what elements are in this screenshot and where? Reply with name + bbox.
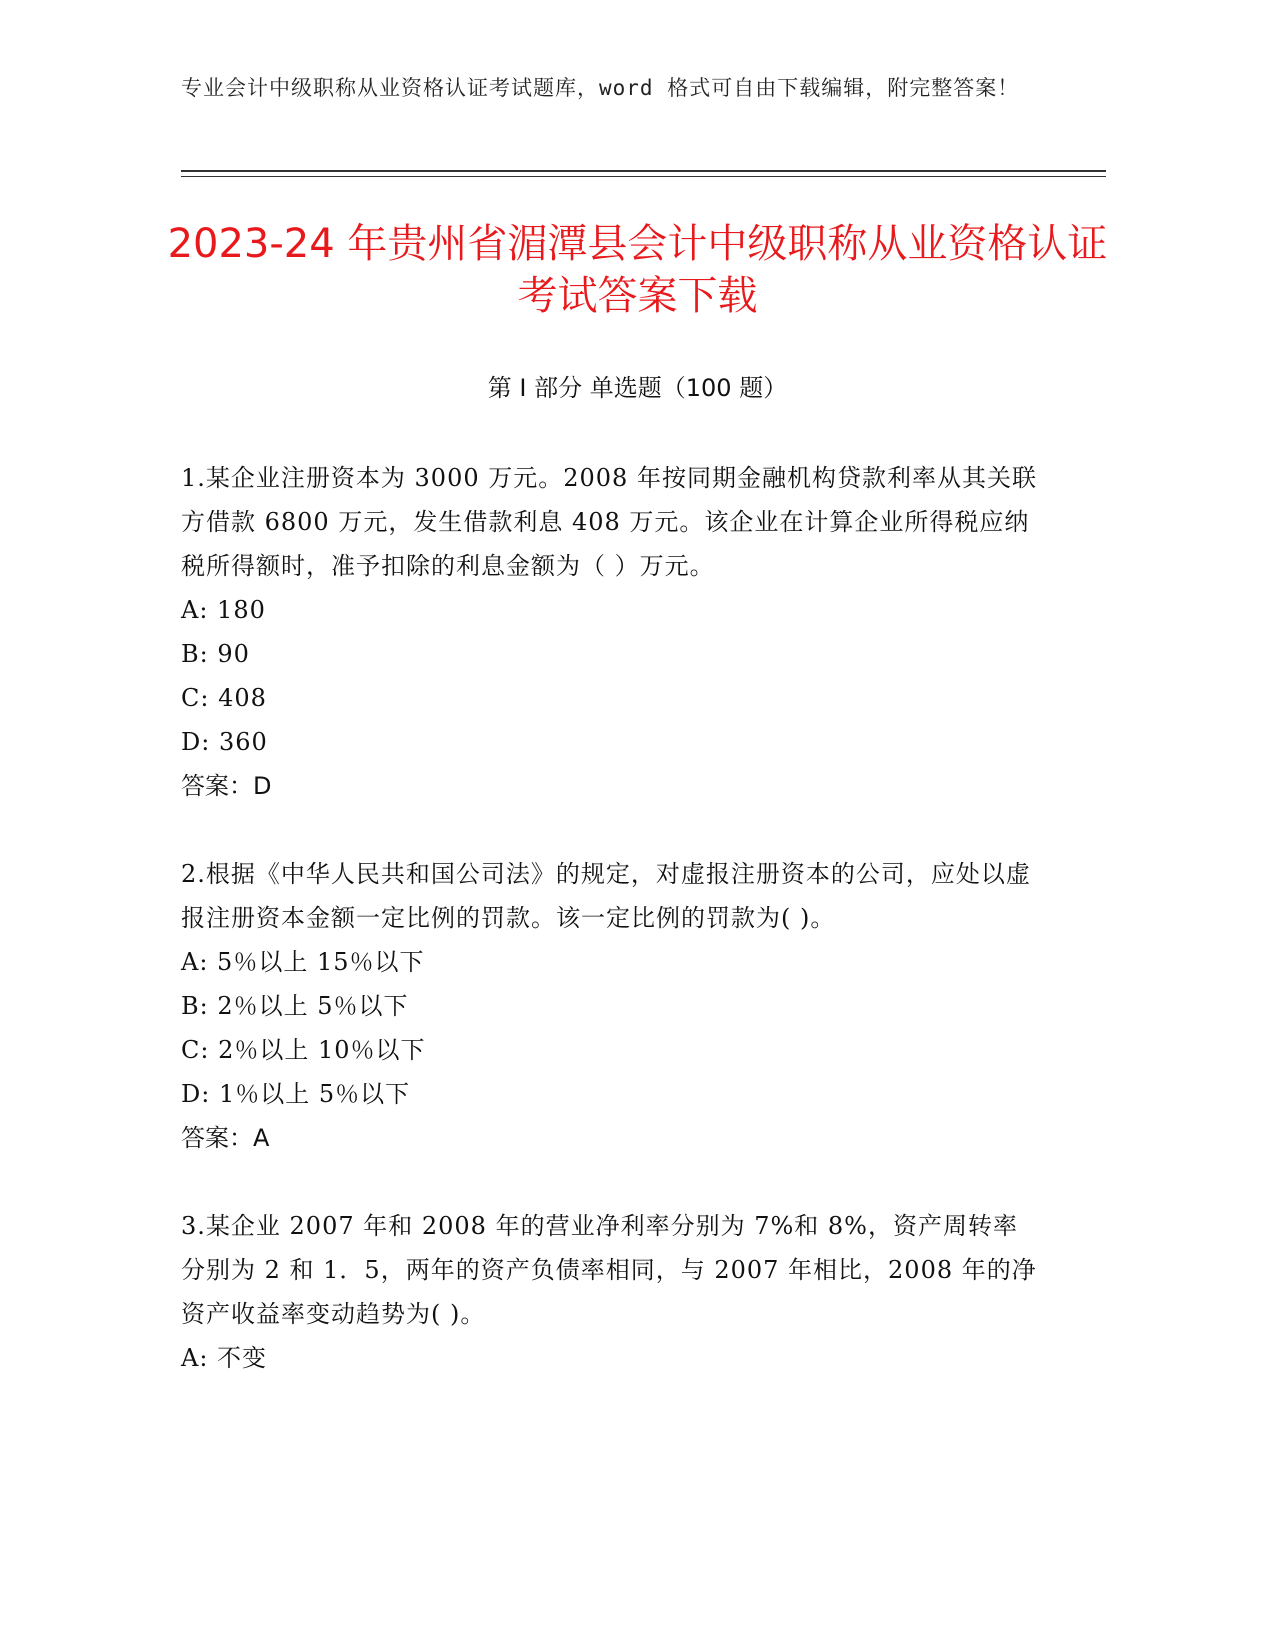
question-list bbox=[181, 456, 1041, 1424]
header-note: 专业会计中级职称从业资格认证考试题库，word 格式可自由下载编辑，附完整答案！ bbox=[181, 76, 1020, 100]
question-2 bbox=[181, 852, 1041, 1160]
option-c: C: 408 bbox=[181, 684, 267, 712]
question-stem: 2.根据《中华人民共和国公司法》的规定，对虚报注册资本的公司，应处以虚报注册资本金额一定比例的罚款。该一定比例的罚款为( )。 bbox=[181, 860, 1031, 932]
option-a: A: 5％以上 15％以下 bbox=[181, 948, 425, 976]
question-3 bbox=[181, 1204, 1041, 1380]
section-heading: 第 I 部分 单选题（100 题） bbox=[487, 374, 788, 402]
question-1 bbox=[181, 456, 1041, 808]
header-divider-thin bbox=[181, 176, 1106, 177]
option-a: A: 不变 bbox=[181, 1344, 268, 1372]
question-stem: 1.某企业注册资本为 3000 万元。2008 年按同期金融机构贷款利率从其关联方借款 6800 万元，发生借款利息 408 万元。该企业在计算企业所得税应纳税所得额时，准予扣除的利息金额为（ ）万元。 bbox=[181, 464, 1037, 580]
option-d: D: 1％以上 5％以下 bbox=[181, 1080, 411, 1108]
option-a: A: 180 bbox=[181, 596, 266, 624]
option-c: C: 2％以上 10％以下 bbox=[181, 1036, 426, 1064]
option-b: B: 2％以上 5％以下 bbox=[181, 992, 409, 1020]
option-b: B: 90 bbox=[181, 640, 250, 668]
question-stem: 3.某企业 2007 年和 2008 年的营业净利率分别为 7%和 8%，资产周转率分别为 2 和 1．5，两年的资产负债率相同，与 2007 年相比，2008 年的净资产收益率变动趋势为( )。 bbox=[181, 1212, 1037, 1328]
header-divider-thick bbox=[181, 170, 1106, 172]
option-d: D: 360 bbox=[181, 728, 268, 756]
answer: 答案：A bbox=[181, 1124, 270, 1152]
document-title: 2023-24 年贵州省湄潭县会计中级职称从业资格认证考试答案下载 bbox=[167, 221, 1108, 319]
answer: 答案：D bbox=[181, 772, 272, 800]
